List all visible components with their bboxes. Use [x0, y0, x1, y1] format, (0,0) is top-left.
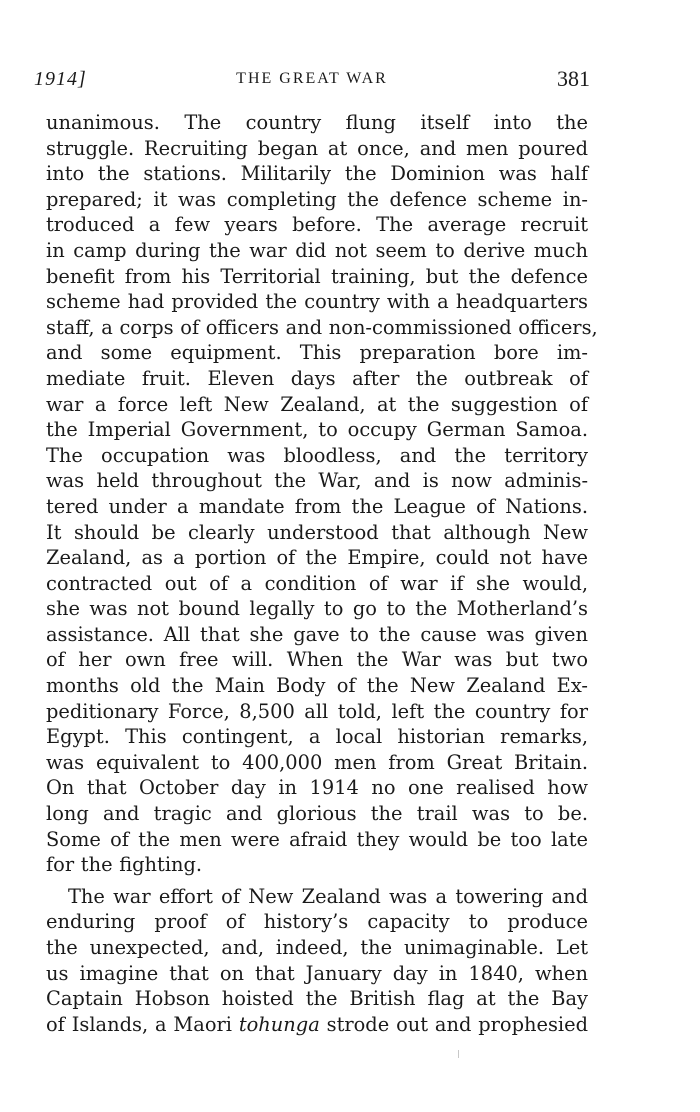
text-line: enduring proof of history’s capacity to produce [46, 910, 588, 934]
text-line: On that October day in 1914 no one realised how [46, 776, 588, 800]
italic-word-tohunga: tohunga [238, 1012, 320, 1036]
running-head-title: THE GREAT WAR [236, 70, 388, 87]
text-line: and some equipment. This preparation bore im- [46, 341, 588, 365]
text-line: peditionary Force, 8,500 all told, left the country for [46, 699, 588, 723]
running-head-year: 1914] [34, 68, 87, 90]
text-segment: of Islands, a Maori [46, 1012, 239, 1036]
text-line: It should be clearly understood that although New [46, 520, 588, 544]
text-line: prepared; it was completing the defence scheme in- [46, 187, 588, 211]
text-line: contracted out of a condition of war if she would, [46, 571, 588, 595]
text-line: troduced a few years before. The average recruit [46, 213, 588, 237]
text-line: months old the Main Body of the New Zealand Ex- [46, 674, 588, 698]
text-line: in camp during the war did not seem to derive much [46, 238, 588, 262]
paragraph-1 [46, 110, 598, 878]
running-head [34, 66, 590, 94]
text-line: us imagine that on that January day in 1840, when [46, 961, 588, 985]
page-number: 381 [557, 66, 590, 91]
text-line: assistance. All that she gave to the cause was given [46, 622, 588, 646]
text-line: long and tragic and glorious the trail was to be. [46, 802, 588, 826]
text-line: struggle. Recruiting began at once, and men poured [46, 136, 588, 160]
text-line: Captain Hobson hoisted the British flag at the Bay [46, 987, 588, 1011]
text-line: staff, a corps of officers and non-commissioned officers, [46, 315, 598, 339]
text-line-with-italic [46, 1012, 588, 1038]
text-line: unanimous. The country flung itself into the [46, 111, 588, 134]
text-segment: strode out and prophesied [319, 1012, 588, 1036]
body-text [46, 110, 598, 1037]
text-line: war a force left New Zealand, at the suggestion of [46, 392, 588, 416]
text-line: Zealand, as a portion of the Empire, could not have [46, 546, 588, 570]
text-line: benefit from his Territorial training, but the defence [46, 264, 588, 288]
text-line: tered under a mandate from the League of Nations. [46, 494, 588, 518]
paragraph-2 [46, 884, 588, 1038]
text-line: Egypt. This contingent, a local historian remarks, [46, 725, 588, 749]
text-line: Some of the men were afraid they would be too late [46, 827, 588, 851]
text-line: into the stations. Militarily the Dominion was half [46, 162, 588, 186]
text-line: the Imperial Government, to occupy German Samoa. [46, 418, 588, 442]
text-line: for the fighting. [46, 853, 203, 877]
text-line: the unexpected, and, indeed, the unimaginable. Let [46, 936, 588, 959]
pencil-mark [458, 1050, 459, 1058]
text-line: was held throughout the War, and is now adminis- [46, 469, 588, 493]
text-line: mediate fruit. Eleven days after the outbreak of [46, 366, 588, 390]
text-line: The war effort of New Zealand was a towering and [68, 884, 588, 908]
text-line: of her own free will. When the War was but two [46, 648, 588, 672]
text-line: scheme had provided the country with a headquarters [46, 290, 588, 314]
text-line: The occupation was bloodless, and the territory [46, 443, 588, 467]
text-line: she was not bound legally to go to the Motherland’s [46, 597, 588, 621]
text-line: was equivalent to 400,000 men from Great Britain. [46, 750, 588, 774]
